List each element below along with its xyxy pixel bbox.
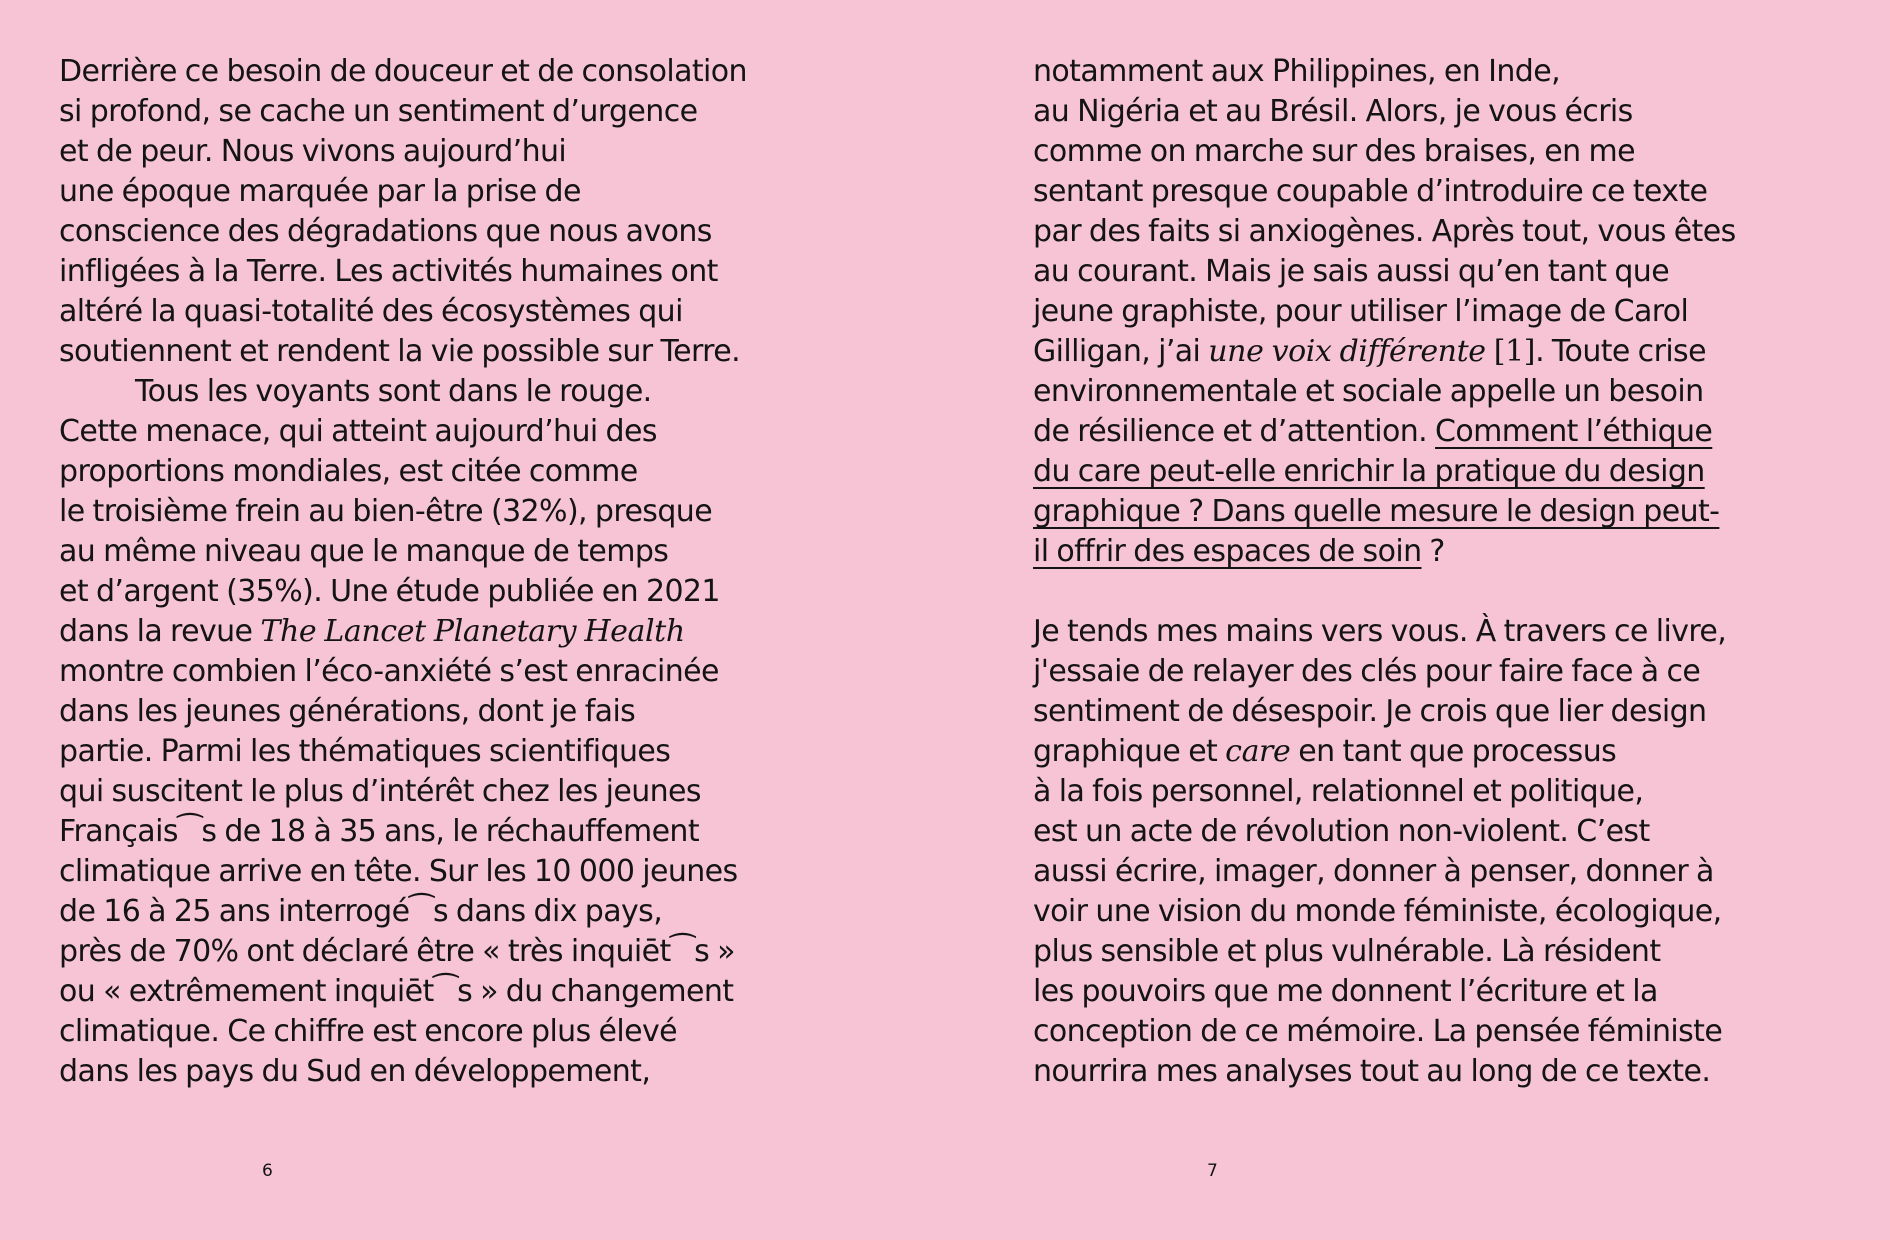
- text-line: Derrière ce besoin de douceur et de consolation: [59, 54, 747, 89]
- text-line: à la fois personnel, relationnel et politique,: [1033, 774, 1644, 809]
- text-line: proportions mondiales, est citée comme: [59, 454, 638, 489]
- text-line: climatique arrive en tête. Sur les 10 000 jeunes: [59, 854, 738, 889]
- research-question-underlined: Comment l’éthique: [1435, 414, 1713, 449]
- text-line: [1033, 452, 1833, 492]
- text-line: et d’argent (35%). Une étude publiée en 2021: [59, 574, 720, 609]
- research-question-underlined: graphique ? Dans quelle mesure le design peut-: [1033, 494, 1720, 529]
- text-line: ou « extrêmement inquiēt⁀s » du changement: [59, 974, 734, 1009]
- care-italic: care: [1225, 734, 1291, 769]
- research-question-underlined: il offrir des espaces de soin: [1033, 534, 1422, 569]
- footnote-reference: [1]: [1485, 334, 1536, 369]
- text-segment: de résilience et d’attention.: [1033, 414, 1436, 449]
- text-line: soutiennent et rendent la vie possible sur Terre.: [59, 334, 741, 369]
- text-line-with-citation: [1033, 332, 1833, 372]
- text-line: comme on marche sur des braises, en me: [1033, 134, 1635, 169]
- text-line: de 16 à 25 ans interrogé⁀s dans dix pays,: [59, 894, 663, 929]
- text-segment: . Toute crise: [1535, 334, 1706, 369]
- text-line: qui suscitent le plus d’intérêt chez les jeunes: [59, 774, 701, 809]
- text-line: les pouvoirs que me donnent l’écriture et la: [1033, 974, 1658, 1009]
- text-line: si profond, se cache un sentiment d’urgence: [59, 94, 698, 129]
- text-segment: graphique et: [1033, 734, 1226, 769]
- text-line: partie. Parmi les thématiques scientifiques: [59, 734, 671, 769]
- text-line: environnementale et sociale appelle un besoin: [1033, 374, 1704, 409]
- text-line: [1033, 532, 1833, 572]
- text-line: près de 70% ont déclaré être « très inquiēt⁀s »: [59, 934, 735, 969]
- text-line: Cette menace, qui atteint aujourd’hui des: [59, 414, 657, 449]
- text-segment: Gilligan, j’ai: [1033, 334, 1209, 369]
- text-line: conception de ce mémoire. La pensée féministe: [1033, 1014, 1723, 1049]
- text-line: voir une vision du monde féministe, écologique,: [1033, 894, 1722, 929]
- text-line: et de peur. Nous vivons aujourd’hui: [59, 134, 567, 169]
- book-title-italic: une voix différente: [1208, 334, 1486, 369]
- right-page: [945, 0, 1890, 1240]
- text-line: nourrira mes analyses tout au long de ce texte.: [1033, 1054, 1711, 1089]
- text-segment: en tant que processus: [1290, 734, 1617, 769]
- text-line: sentant presque coupable d’introduire ce texte: [1033, 174, 1708, 209]
- page-number: 6: [262, 1161, 273, 1181]
- paragraph-gap: [1033, 572, 1833, 612]
- text-line: notamment aux Philippines, en Inde,: [1033, 54, 1561, 89]
- text-line: altéré la quasi-totalité des écosystèmes qui: [59, 294, 683, 329]
- text-line: au même niveau que le manque de temps: [59, 534, 669, 569]
- text-line-indented: Tous les voyants sont dans le rouge.: [135, 374, 652, 409]
- text-segment: dans la revue: [59, 614, 261, 649]
- text-line: climatique. Ce chiffre est encore plus élevé: [59, 1014, 678, 1049]
- text-line: aussi écrire, imager, donner à penser, donner à: [1033, 854, 1714, 889]
- text-line: le troisième frein au bien-être (32%), presque: [59, 494, 713, 529]
- journal-title-italic: The Lancet Planetary Health: [260, 614, 685, 649]
- text-line: par des faits si anxiogènes. Après tout, vous êtes: [1033, 214, 1736, 249]
- text-line: sentiment de désespoir. Je crois que lier design: [1033, 694, 1707, 729]
- text-line-with-journal-title: [59, 612, 859, 652]
- page-number: 7: [1207, 1161, 1218, 1181]
- left-text-column: [59, 52, 859, 1092]
- text-line: au courant. Mais je sais aussi qu’en tant que: [1033, 254, 1670, 289]
- text-line: Je tends mes mains vers vous. À travers ce livre,: [1033, 614, 1727, 649]
- right-text-column: [1033, 52, 1833, 1092]
- text-line: conscience des dégradations que nous avons: [59, 214, 712, 249]
- text-line: est un acte de révolution non-violent. C’est: [1033, 814, 1650, 849]
- text-line: infligées à la Terre. Les activités humaines ont: [59, 254, 718, 289]
- text-line: [1033, 412, 1833, 452]
- text-line: plus sensible et plus vulnérable. Là résident: [1033, 934, 1661, 969]
- text-line: jeune graphiste, pour utiliser l’image de Carol: [1033, 294, 1689, 329]
- text-line: [1033, 732, 1833, 772]
- text-line: montre combien l’éco-anxiété s’est enracinée: [59, 654, 719, 689]
- research-question-underlined: du care peut-elle enrichir la pratique du design: [1033, 454, 1705, 489]
- text-segment: ?: [1421, 534, 1445, 569]
- text-line: dans les pays du Sud en développement,: [59, 1054, 651, 1089]
- text-line: j'essaie de relayer des clés pour faire face à ce: [1033, 654, 1701, 689]
- text-line: Français⁀s de 18 à 35 ans, le réchauffement: [59, 814, 700, 849]
- text-line: [1033, 492, 1833, 532]
- text-line: dans les jeunes générations, dont je fais: [59, 694, 636, 729]
- text-line: une époque marquée par la prise de: [59, 174, 581, 209]
- text-line: au Nigéria et au Brésil. Alors, je vous écris: [1033, 94, 1633, 129]
